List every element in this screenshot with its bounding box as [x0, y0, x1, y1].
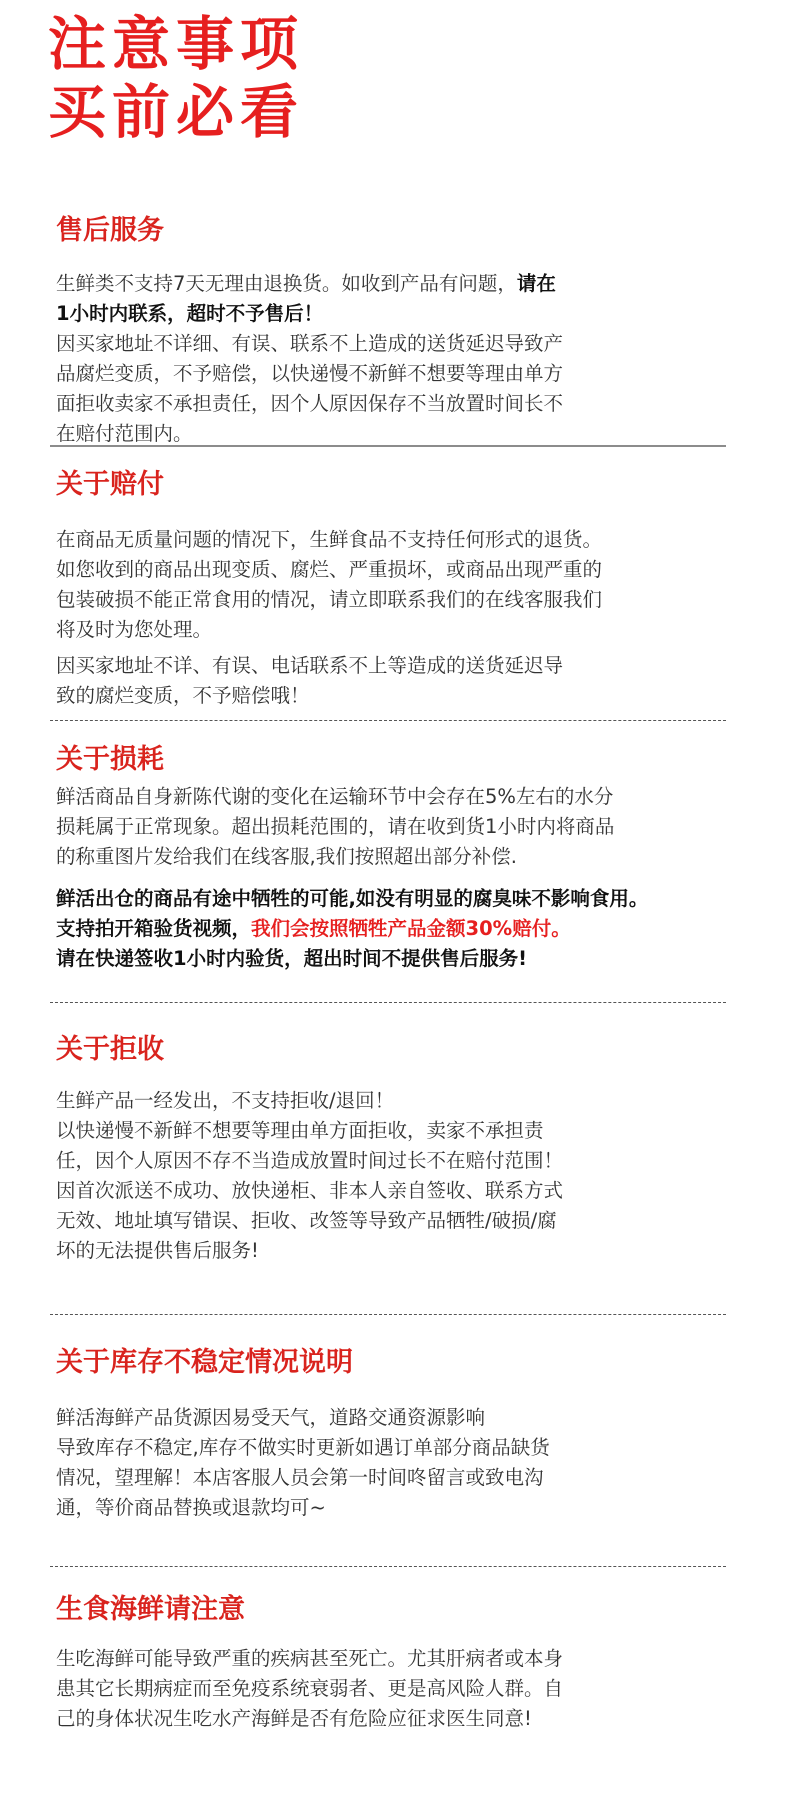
loss-bold-line-2-text: 支持拍开箱验货视频，: [56, 917, 252, 940]
rejection-line-3: 任，因个人原因不存不当造成放置时间过长不在赔付范围！: [56, 1149, 564, 1172]
after-sales-line-1-bold: 请在: [516, 272, 556, 295]
section-divider: [50, 720, 726, 721]
loss-compensation-highlight: 我们会按照牺牲产品金额30%赔付。: [251, 917, 571, 940]
after-sales-line-2-bold: 1小时内联系，超时不予售后！: [56, 302, 324, 325]
stock-title: 关于库存不稳定情况说明: [56, 1347, 353, 1378]
compensation-line-4: 将及时为您处理。: [56, 618, 213, 641]
section-divider: [50, 1314, 726, 1315]
section-divider: [50, 1566, 726, 1567]
after-sales-line-3: 因买家地址不详细、有误、联系不上造成的送货延迟导致产: [56, 332, 564, 355]
loss-line-2: 损耗属于正常现象。超出损耗范围的，请在收到货1小时内将商品: [56, 815, 615, 838]
raw-seafood-title: 生食海鲜请注意: [56, 1594, 245, 1625]
after-sales-line-1: [56, 269, 726, 299]
rejection-line-4: 因首次派送不成功、放快递柜、非本人亲自签收、联系方式: [56, 1179, 564, 1202]
page-headline: [48, 10, 304, 146]
after-sales-line-4: 品腐烂变质，不予赔偿，以快递慢不新鲜不想要等理由单方: [56, 362, 564, 385]
raw-seafood-section: [56, 1592, 726, 1734]
stock-line-1: 鲜活海鲜产品货源因易受天气，道路交通资源影响: [56, 1406, 486, 1429]
section-divider: [50, 445, 726, 447]
compensation-line-5: 因买家地址不详、有误、电话联系不上等造成的送货延迟导: [56, 654, 564, 677]
stock-line-4: 通，等价商品替换或退款均可~: [56, 1496, 326, 1519]
headline-line-2: 买前必看: [48, 78, 305, 146]
raw-seafood-line-3: 己的身体状况生吃水产海鲜是否有危险应征求医生同意!: [56, 1707, 532, 1730]
loss-line-3: 的称重图片发给我们在线客服,我们按照超出部分补偿.: [56, 845, 517, 868]
loss-section: [56, 742, 726, 974]
after-sales-line-6: 在赔付范围内。: [56, 422, 193, 445]
rejection-section: [56, 1032, 726, 1266]
rejection-line-6: 坏的无法提供售后服务!: [56, 1239, 259, 1262]
compensation-line-1: 在商品无质量问题的情况下，生鲜食品不支持任何形式的退货。: [56, 528, 603, 551]
loss-bold-line-1: 鲜活出仓的商品有途中牺牲的可能,如没有明显的腐臭味不影响食用。: [56, 887, 649, 910]
rejection-line-2: 以快递慢不新鲜不想要等理由单方面拒收，卖家不承担责: [56, 1119, 544, 1142]
compensation-line-6: 致的腐烂变质，不予赔偿哦！: [56, 684, 310, 707]
rejection-line-5: 无效、地址填写错误、拒收、改签等导致产品牺牲/破损/腐: [56, 1209, 557, 1232]
compensation-line-3: 包装破损不能正常食用的情况，请立即联系我们的在线客服我们: [56, 588, 603, 611]
stock-section: [56, 1345, 726, 1523]
section-divider: [50, 1002, 726, 1003]
compensation-title: 关于赔付: [56, 469, 164, 500]
rejection-title: 关于拒收: [56, 1034, 164, 1065]
rejection-line-1: 生鲜产品一经发出，不支持拒收/退回！: [56, 1089, 395, 1112]
compensation-section: [56, 467, 726, 711]
after-sales-line-5: 面拒收卖家不承担责任，因个人原因保存不当放置时间长不: [56, 392, 564, 415]
after-sales-line-1-text: 生鲜类不支持7天无理由退换货。如收到产品有问题，: [56, 272, 517, 295]
loss-bold-line-3: 请在快递签收1小时内验货，超出时间不提供售后服务!: [56, 947, 527, 970]
compensation-line-2: 如您收到的商品出现变质、腐烂、严重损坏，或商品出现严重的: [56, 558, 603, 581]
loss-bold-line-2: [56, 914, 726, 944]
stock-line-3: 情况，望理解！本店客服人员会第一时间咚留言或致电沟: [56, 1466, 544, 1489]
stock-line-2: 导致库存不稳定,库存不做实时更新如遇订单部分商品缺货: [56, 1436, 550, 1459]
headline-line-1: 注意事项: [48, 10, 305, 78]
after-sales-title: 售后服务: [56, 215, 164, 246]
after-sales-section: [56, 213, 726, 449]
after-sales-line-2: [56, 299, 726, 329]
loss-line-1: 鲜活商品自身新陈代谢的变化在运输环节中会存在5%左右的水分: [56, 785, 614, 808]
raw-seafood-line-1: 生吃海鲜可能导致严重的疾病甚至死亡。尤其肝病者或本身: [56, 1647, 564, 1670]
loss-title: 关于损耗: [56, 744, 164, 775]
raw-seafood-line-2: 患其它长期病症而至免疫系统衰弱者、更是高风险人群。自: [56, 1677, 564, 1700]
